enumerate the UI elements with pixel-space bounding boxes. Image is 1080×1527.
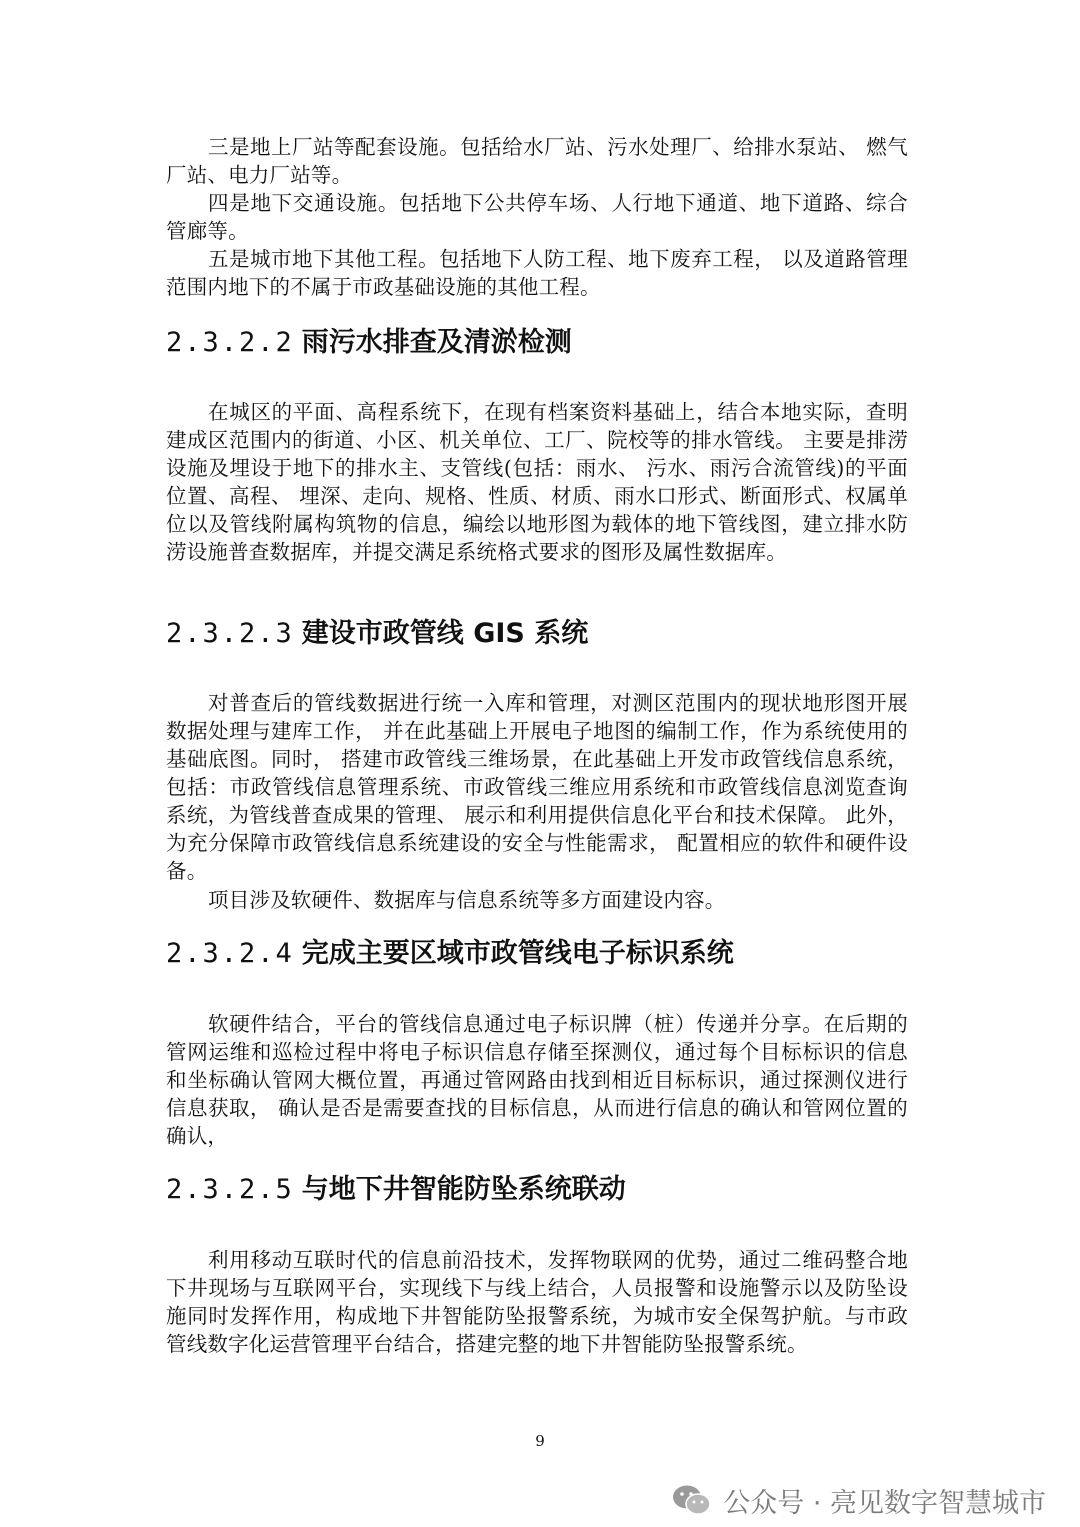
- section-paragraph: 项目涉及软硬件、数据库与信息系统等多方面建设内容。: [208, 888, 726, 912]
- wechat-icon: [671, 1483, 713, 1517]
- watermark: [671, 1480, 1046, 1520]
- section-paragraph: 在城区的平面、高程系统下，在现有档案资料基础上，结合本地实际，查明建成区范围内的街道、小区、机关单位、工厂、院校等的排水管线。 主要是排涝设施及埋设于地下的排水主、支管线(包括：雨水、 污水、雨污合流管线)的平面位置、高程、 埋深、走向、规格、性质、材质、雨水口形式、断面形式、权属单位以及管线附属构筑物的信息，编绘以地形图为载体的地下管线图，建立排水防涝设施普查数据库，并提交满足系统格式要求的图形及属性数据库。: [166, 400, 908, 564]
- intro-paragraph-3: 五是城市地下其他工程。包括地下人防工程、地下废弃工程， 以及道路管理范围内地下的不属于市政基础设施的其他工程。: [166, 247, 908, 299]
- section-heading-2-3-2-3: [166, 616, 588, 652]
- section-heading-2-3-2-5: [166, 1172, 626, 1208]
- section-number: 2.3.2.4: [166, 938, 294, 969]
- intro-paragraph-2: 四是地下交通设施。包括地下公共停车场、人行地下通道、地下道路、综合管廊等。: [166, 191, 908, 243]
- section-title: 完成主要区域市政管线电子标识系统: [301, 938, 734, 969]
- section-title: 与地下井智能防坠系统联动: [301, 1174, 626, 1205]
- section-paragraph: 利用移动互联时代的信息前沿技术，发挥物联网的优势，通过二维码整合地下井现场与互联网平台，实现线下与线上结合，人员报警和设施警示以及防坠设施同时发挥作用，构成地下井智能防坠报警系统，为城市安全保驾护航。与市政管线数字化运营管理平台结合，搭建完整的地下井智能防坠报警系统。: [166, 1248, 908, 1356]
- section-heading-2-3-2-4: [166, 936, 734, 972]
- section-number: 2.3.2.3: [166, 618, 294, 649]
- section-number: 2.3.2.2: [166, 327, 294, 358]
- intro-paragraph-1: 三是地上厂站等配套设施。包括给水厂站、污水处理厂、给排水泵站、 燃气厂站、电力厂站等。: [166, 135, 908, 187]
- section-title: 雨污水排查及清淤检测: [301, 327, 572, 358]
- page-number: 9: [535, 1432, 545, 1450]
- section-paragraph: 软硬件结合，平台的管线信息通过电子标识牌（桩）传递并分享。在后期的管网运维和巡检过程中将电子标识信息存储至探测仪，通过每个目标标识的信息和坐标确认管网大概位置，再通过管网路由找到相近目标标识，通过探测仪进行信息获取， 确认是否是需要查找的目标信息，从而进行信息的确认和管网位置的确认，: [166, 1012, 908, 1148]
- section-heading-2-3-2-2: [166, 325, 572, 361]
- section-title: 建设市政管线 GIS 系统: [301, 618, 589, 649]
- section-number: 2.3.2.5: [166, 1174, 294, 1205]
- section-paragraph: 对普查后的管线数据进行统一入库和管理，对测区范围内的现状地形图开展数据处理与建库工作， 并在此基础上开展电子地图的编制工作，作为系统使用的基础底图。同时， 搭建市政管线三维场景，在此基础上开发市政管线信息系统，包括：市政管线信息管理系统、市政管线三维应用系统和市政管线信息浏览查询系统，为管线普查成果的管理、 展示和利用提供信息化平台和技术保障。 此外，为充分保障市政管线信息系统建设的安全与性能需求， 配置相应的软件和硬件设备。: [166, 691, 908, 883]
- watermark-text: 公众号 · 亮见数字智慧城市: [723, 1487, 1046, 1519]
